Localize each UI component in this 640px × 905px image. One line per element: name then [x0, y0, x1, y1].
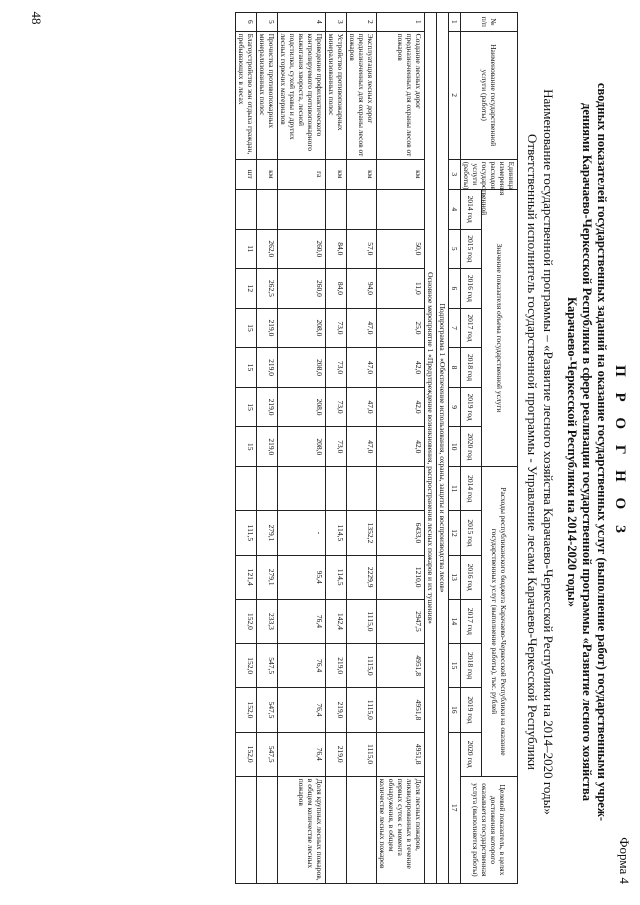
volume-value: 42,0: [377, 348, 425, 388]
column-index: 17: [449, 732, 461, 884]
header-volume-year: 2016 год: [461, 269, 482, 309]
row-number: 1: [377, 13, 425, 32]
expense-value: 114,5: [326, 555, 347, 599]
volume-value: 260,0: [278, 229, 326, 269]
expense-value: [278, 467, 326, 511]
row-number: 3: [326, 13, 347, 32]
volume-value: 73,0: [326, 348, 347, 388]
volume-value: 47,0: [347, 387, 377, 427]
expense-value: 1115,0: [347, 688, 377, 732]
page-number: 48: [29, 11, 44, 25]
volume-value: 208,0: [278, 348, 326, 388]
volume-value: 73,0: [326, 427, 347, 467]
target-indicator: Доля лесных пожаров, ликвидированных в течение первых суток с момента обнаружения, в общем количестве лесных пожаров: [377, 776, 425, 883]
expense-value: 2947,5: [377, 599, 425, 643]
header-expense-year: 2020 год: [461, 732, 482, 776]
volume-value: 11: [236, 229, 257, 269]
expense-value: [326, 467, 347, 511]
volume-value: [278, 189, 326, 229]
expense-value: 76,4: [278, 688, 326, 732]
volume-value: [257, 189, 278, 229]
volume-value: 50,0: [377, 229, 425, 269]
subprogram-row: [437, 13, 449, 884]
volume-value: 47,0: [347, 348, 377, 388]
subtitle-line: сводных показателей государственных заданий на оказание государственных услуг (выполнение работ) государственными учреж-: [595, 82, 609, 822]
header-unit: Единица измерения расходов государственной услуги (работы): [461, 159, 518, 189]
expense-value: 114,5: [326, 511, 347, 555]
expense-value: 279,1: [257, 555, 278, 599]
volume-value: 42,0: [377, 427, 425, 467]
expense-value: 6433,0: [377, 511, 425, 555]
unit-cell: км: [326, 159, 347, 189]
header-expense-year: 2015 год: [461, 511, 482, 555]
form-label: Форма 4: [617, 837, 632, 884]
volume-value: [326, 189, 347, 229]
expense-value: 1210,0: [377, 555, 425, 599]
expense-value: 219,0: [326, 732, 347, 776]
column-index: 9: [449, 387, 461, 427]
unit-cell: шт: [236, 159, 257, 189]
document-title: П Р О Г Н О З: [612, 365, 628, 539]
table-row: [278, 13, 326, 884]
column-index: 3: [449, 159, 461, 189]
volume-value: 15: [236, 308, 257, 348]
expense-value: 4951,8: [377, 732, 425, 776]
volume-value: 262,5: [257, 269, 278, 309]
row-number: 6: [236, 13, 257, 32]
unit-cell: км: [257, 159, 278, 189]
expense-value: 547,5: [257, 688, 278, 732]
expense-value: 233,3: [257, 599, 278, 643]
service-name: Создание лесных дорог предназначенных для охраны лесов от пожаров: [377, 31, 425, 159]
volume-value: 15: [236, 348, 257, 388]
header-service: Наименование государственной услуги (работы): [461, 31, 518, 159]
expense-value: 219,0: [326, 688, 347, 732]
volume-value: 260,0: [278, 269, 326, 309]
table-row: [377, 13, 425, 884]
header-expense-year: 2014 год: [461, 467, 482, 511]
volume-value: 262,0: [257, 229, 278, 269]
service-name: Проведение профилактического контролируемого противопожарного выжигания хвороста, лесной подстилки, сухой травы и других лесных горючих материалов: [278, 31, 326, 159]
volume-value: 84,0: [326, 269, 347, 309]
column-index: 2: [449, 31, 461, 159]
column-index: 10: [449, 427, 461, 467]
unit-cell: га: [278, 159, 326, 189]
expense-value: 152,0: [236, 732, 257, 776]
expense-value: 547,5: [257, 644, 278, 688]
header-expense-year: 2016 год: [461, 555, 482, 599]
header-expense-year: 2017 год: [461, 599, 482, 643]
expense-value: 1115,0: [347, 599, 377, 643]
volume-value: 208,0: [278, 427, 326, 467]
expense-value: 219,0: [326, 644, 347, 688]
header-expense-year: 2019 год: [461, 688, 482, 732]
header-num: № п/п: [461, 13, 518, 32]
target-indicator: [236, 776, 257, 883]
forecast-table: [235, 12, 518, 884]
volume-value: 94,0: [347, 269, 377, 309]
volume-value: [377, 189, 425, 229]
title-block: [564, 12, 628, 892]
expense-value: 76,4: [278, 644, 326, 688]
header-volume-year: 2014 год: [461, 189, 482, 229]
column-index: 1: [449, 13, 461, 32]
column-index: 15: [449, 644, 461, 688]
volume-value: 219,0: [257, 387, 278, 427]
volume-value: [347, 189, 377, 229]
table-row: [326, 13, 347, 884]
header-expense-group: Расходы республиканского бюджета Карачаево-Черкесской Республики на оказание государственных услуг (выполнение работы), тыс. рублей: [481, 467, 517, 777]
table-row: [257, 13, 278, 884]
service-name: Эксплуатация лесных дорог предназначенных для охраны лесов от пожаров: [347, 31, 377, 159]
column-index: 7: [449, 308, 461, 348]
header-volume-year: 2018 год: [461, 348, 482, 388]
expense-value: 1115,0: [347, 732, 377, 776]
expense-value: 279,1: [257, 511, 278, 555]
volume-value: 57,0: [347, 229, 377, 269]
main-measure-title: Основное мероприятие 1 «Предупреждение возникновения, распространения лесных пожаров и их тушения»: [425, 13, 437, 884]
row-number: 2: [347, 13, 377, 32]
expense-value: 76,4: [278, 599, 326, 643]
column-index: 5: [449, 229, 461, 269]
main-measure-row: [425, 13, 437, 884]
target-indicator: [326, 776, 347, 883]
volume-value: [236, 189, 257, 229]
volume-value: 15: [236, 427, 257, 467]
program-name: Наименование государственной программы – «Развитие лесного хозяйства Карачаево-Черкесской Республики на 2014–2020 годы»: [541, 89, 556, 815]
header-volume-year: 2020 год: [461, 427, 482, 467]
table-row: [347, 13, 377, 884]
volume-value: 219,0: [257, 308, 278, 348]
column-index: 4: [449, 189, 461, 229]
expense-value: 152,0: [236, 688, 257, 732]
unit-cell: км: [347, 159, 377, 189]
volume-value: 219,0: [257, 348, 278, 388]
column-index-row: [449, 13, 461, 884]
expense-value: 2229,9: [347, 555, 377, 599]
volume-value: 47,0: [347, 308, 377, 348]
expense-value: 95,4: [278, 555, 326, 599]
expense-value: [347, 467, 377, 511]
expense-value: [377, 467, 425, 511]
table-body: [236, 13, 449, 884]
target-indicator: [347, 776, 377, 883]
header-target: Целевой показатель, в целях достижения которого оказывается государственная услуга (выполняется работы): [461, 776, 518, 883]
expense-value: 1115,0: [347, 644, 377, 688]
row-number: 4: [278, 13, 326, 32]
expense-value: 152,0: [236, 644, 257, 688]
volume-value: 42,0: [377, 387, 425, 427]
expense-value: 4951,8: [377, 688, 425, 732]
target-indicator: [257, 776, 278, 883]
document-subtitle: [564, 72, 609, 832]
volume-value: 12: [236, 269, 257, 309]
service-name: Прочистка противопожарных минерализованных полос: [257, 31, 278, 159]
volume-value: 73,0: [326, 387, 347, 427]
header-volume-group: Значение показателя объема государственной услуги: [481, 189, 517, 466]
column-index: 16: [449, 688, 461, 732]
expense-value: -: [278, 511, 326, 555]
service-name: Благоустройство зон отдыха граждан, пребывающих в лесах: [236, 31, 257, 159]
service-name: Устройство противопожарных минерализованных полос: [326, 31, 347, 159]
subprogram-title: Подпрограмма 1 «Обеспечение использования, охраны, защиты и воспроизводства лесов»: [437, 13, 449, 884]
column-index: 8: [449, 348, 461, 388]
expense-value: 547,5: [257, 732, 278, 776]
row-number: 5: [257, 13, 278, 32]
volume-value: 84,0: [326, 229, 347, 269]
header-volume-year: 2017 год: [461, 308, 482, 348]
rotated-document: [10, 12, 630, 892]
column-index: 14: [449, 599, 461, 643]
table-row: [236, 13, 257, 884]
header-volume-year: 2015 год: [461, 229, 482, 269]
subtitle-line: Карачаево-Черкесской Республики на 2014-2020 годы»: [565, 297, 579, 607]
volume-value: 47,0: [347, 427, 377, 467]
expense-value: [257, 467, 278, 511]
column-index: 12: [449, 511, 461, 555]
volume-value: 25,0: [377, 308, 425, 348]
expense-value: 1352,2: [347, 511, 377, 555]
volume-value: 11,0: [377, 269, 425, 309]
expense-value: 142,4: [326, 599, 347, 643]
column-index: 13: [449, 555, 461, 599]
expense-value: 121,4: [236, 555, 257, 599]
expense-value: [236, 467, 257, 511]
expense-value: 4951,8: [377, 644, 425, 688]
volume-value: 73,0: [326, 308, 347, 348]
volume-value: 219,0: [257, 427, 278, 467]
column-index: 6: [449, 269, 461, 309]
responsible-executor: Ответственный исполнитель государственной программы - Управление лесами Карачаево-Черкесской Республики: [525, 134, 540, 770]
volume-value: 208,0: [278, 308, 326, 348]
expense-value: 152,0: [236, 599, 257, 643]
expense-value: 76,4: [278, 732, 326, 776]
unit-cell: км: [377, 159, 425, 189]
volume-value: 208,0: [278, 387, 326, 427]
header-volume-year: 2019 год: [461, 387, 482, 427]
target-indicator: Доля крупных лесных пожаров, в общем количестве лесных пожаров: [278, 776, 326, 883]
header-expense-year: 2018 год: [461, 644, 482, 688]
volume-value: 15: [236, 387, 257, 427]
column-index: 11: [449, 467, 461, 511]
expense-value: 111,5: [236, 511, 257, 555]
subtitle-line: дениями Карачаево-Черкесской Республики в сфере реализации государственной программы «Развитие лесного хозяйства: [580, 103, 594, 801]
